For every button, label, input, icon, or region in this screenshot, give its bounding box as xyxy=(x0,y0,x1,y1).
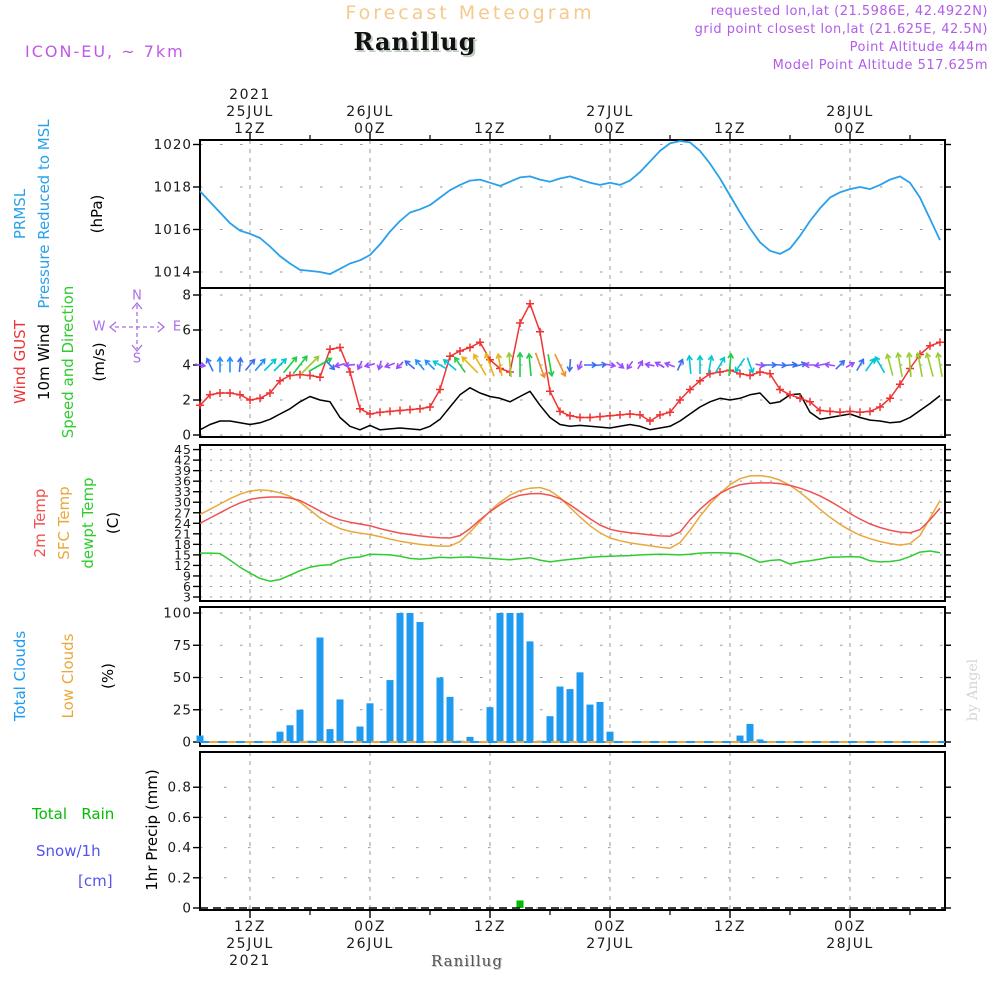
compass-west-label: W xyxy=(92,319,106,335)
wind-unit: (m/s) xyxy=(90,342,108,382)
temp-unit: (C) xyxy=(104,511,122,535)
temp-sfc-label: SFC Temp xyxy=(55,486,73,560)
y-tick-label-wind: 2 xyxy=(182,392,192,409)
series-sfc-temp xyxy=(200,476,940,549)
bottom-time-label: 26JUL xyxy=(346,936,394,952)
compass-north-label: N xyxy=(132,288,142,304)
top-time-label: 00Z xyxy=(834,121,866,137)
y-tick-label-temperature: 6 xyxy=(183,578,192,594)
pressure-unit: (hPa) xyxy=(88,194,106,234)
top-time-label: 25JUL xyxy=(226,104,274,120)
y-tick-label-temperature: 30 xyxy=(174,494,192,510)
y-tick-label-precip: 0.8 xyxy=(167,779,192,796)
panel-clouds xyxy=(163,606,951,751)
low-clouds-label: Low Clouds xyxy=(59,633,77,719)
top-time-label: 00Z xyxy=(354,121,386,137)
y-tick-label-clouds: 50 xyxy=(172,670,192,686)
series-total-rain xyxy=(517,900,524,908)
page-title: Ranillug xyxy=(353,27,477,56)
bottom-time-label: 12Z xyxy=(474,919,506,935)
bottom-time-label: 12Z xyxy=(714,919,746,935)
model-point-altitude: Model Point Altitude 517.625m xyxy=(772,58,988,73)
y-tick-label-wind: 0 xyxy=(182,427,192,444)
panel-precip xyxy=(168,752,951,917)
point-altitude: Point Altitude 444m xyxy=(849,40,988,55)
series-prmsl xyxy=(200,141,940,274)
total-clouds-label: Total Clouds xyxy=(11,630,29,722)
panel-pressure xyxy=(154,137,951,288)
top-time-label: 00Z xyxy=(594,121,626,137)
top-time-label: 2021 xyxy=(229,87,271,103)
location-info-block xyxy=(695,3,988,75)
y-tick-label-temperature: 12 xyxy=(174,557,192,573)
y-tick-label-temperature: 15 xyxy=(174,547,192,563)
y-tick-label-wind: 4 xyxy=(182,357,192,374)
y-tick-label-precip: 0.4 xyxy=(167,840,192,857)
time-axis xyxy=(226,87,910,969)
y-tick-label-clouds: 75 xyxy=(172,637,192,654)
watermark: by Angel xyxy=(965,658,981,722)
y-tick-label-precip: 0 xyxy=(182,900,192,917)
y-tick-label-temperature: 3 xyxy=(183,589,192,605)
top-time-label: 12Z xyxy=(474,121,506,137)
wind-10m-label: 10m Wind xyxy=(35,323,53,401)
snow-label: Snow/1h xyxy=(36,842,101,860)
y-tick-label-temperature: 42 xyxy=(174,452,192,468)
y-tick-label-pressure: 1016 xyxy=(153,222,192,238)
clouds-unit: (%) xyxy=(99,663,117,689)
y-tick-label-wind: 6 xyxy=(182,322,192,339)
bottom-time-label: 00Z xyxy=(594,919,626,935)
y-tick-label-temperature: 39 xyxy=(174,463,192,479)
bottom-time-label: 12Z xyxy=(234,919,266,935)
pressure-label-prmsl: PRMSL xyxy=(11,188,29,240)
top-time-label: 12Z xyxy=(714,121,746,137)
pressure-label-long: Pressure Reduced to MSL xyxy=(35,119,53,309)
panel-temperature xyxy=(174,442,951,604)
y-tick-label-temperature: 45 xyxy=(174,442,192,458)
bottom-time-label: 00Z xyxy=(354,919,386,935)
panel-wind xyxy=(182,288,951,444)
y-tick-label-precip: 0.6 xyxy=(167,809,192,826)
compass-icon xyxy=(110,303,164,351)
y-tick-label-temperature: 33 xyxy=(174,484,192,500)
y-tick-label-temperature: 36 xyxy=(174,473,192,489)
y-tick-label-clouds: 0 xyxy=(182,734,192,751)
y-tick-label-pressure: 1018 xyxy=(153,179,192,196)
top-time-label: 27JUL xyxy=(586,104,634,120)
model-label: ICON-EU, ~ 7km xyxy=(25,42,185,61)
y-tick-label-temperature: 9 xyxy=(183,568,192,584)
temp-2m-label: 2m Temp xyxy=(31,488,49,558)
top-time-label: 26JUL xyxy=(346,104,394,120)
y-tick-label-clouds: 25 xyxy=(172,702,192,719)
wind-speed-dir-label: Speed and Direction xyxy=(59,285,77,439)
top-time-label: 28JUL xyxy=(826,104,874,120)
wind-gust-label: Wind GUST xyxy=(11,320,29,404)
bottom-time-label: 27JUL xyxy=(586,936,634,952)
series-dewpt-temp xyxy=(200,551,940,581)
y-tick-label-temperature: 21 xyxy=(174,526,192,542)
footer-station-name: Ranillug xyxy=(431,952,503,970)
figure-supertitle: Forecast Meteogram xyxy=(345,2,595,24)
y-tick-label-clouds: 100 xyxy=(163,605,192,622)
series-10m-wind xyxy=(200,388,940,430)
compass-east-label: E xyxy=(172,319,182,335)
total-rain-label: Total Rain xyxy=(32,805,115,823)
requested-lonlat: requested lon,lat (21.5986E, 42.4922N) xyxy=(710,4,988,19)
y-tick-label-pressure: 1014 xyxy=(153,264,192,281)
y-tick-label-pressure: 1020 xyxy=(153,137,192,153)
precip-unit: 1hr Precip (mm) xyxy=(143,769,161,891)
y-tick-label-temperature: 27 xyxy=(174,505,192,521)
bottom-time-label: 2021 xyxy=(229,953,271,969)
snow-unit-label: [cm] xyxy=(78,872,113,890)
bottom-time-label: 28JUL xyxy=(826,936,874,952)
top-time-label: 12Z xyxy=(234,121,266,137)
gridpoint-lonlat: grid point closest lon,lat (21.625E, 42.5N) xyxy=(694,22,988,37)
y-tick-label-precip: 0.2 xyxy=(167,870,192,887)
temp-dewpt-label: dewpt Temp xyxy=(79,477,97,569)
bottom-time-label: 00Z xyxy=(834,919,866,935)
compass-south-label: S xyxy=(132,351,142,367)
bottom-time-label: 25JUL xyxy=(226,936,274,952)
wind-direction-arrows xyxy=(195,353,942,377)
y-tick-label-temperature: 18 xyxy=(174,536,192,552)
y-tick-label-wind: 8 xyxy=(182,287,192,304)
y-tick-label-temperature: 24 xyxy=(174,515,192,531)
